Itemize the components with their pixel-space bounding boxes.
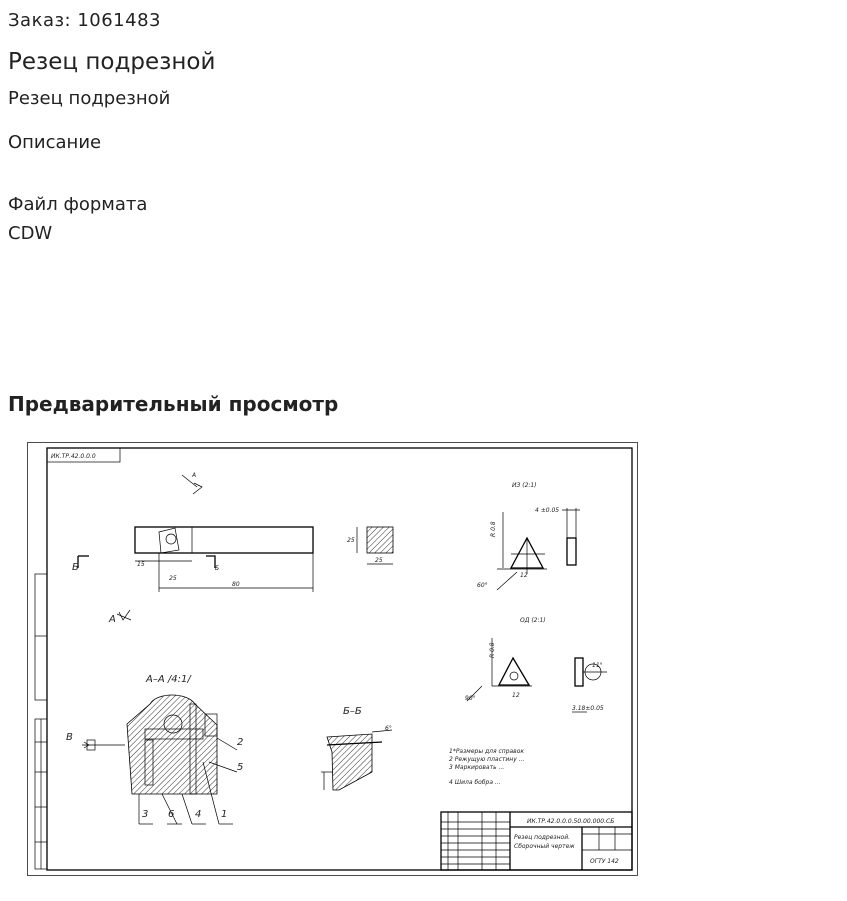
- svg-text:5: 5: [237, 762, 244, 773]
- svg-text:25: 25: [375, 557, 383, 564]
- end-section-square: [347, 527, 393, 564]
- svg-text:3 Маркировать ...: 3 Маркировать ...: [449, 764, 505, 771]
- svg-text:12: 12: [512, 692, 520, 699]
- svg-text:R 0.8: R 0.8: [490, 521, 497, 537]
- svg-text:ОД (2:1): ОД (2:1): [520, 617, 546, 624]
- preview-heading: Предварительный просмотр: [8, 392, 339, 416]
- file-format-label: Файл формата: [8, 194, 148, 215]
- svg-text:6: 6: [168, 809, 175, 820]
- file-format-value: CDW: [8, 223, 53, 244]
- insert-detail-bottom: [465, 617, 607, 712]
- svg-text:Сборочный чертеж: Сборочный чертеж: [514, 843, 575, 850]
- svg-text:3.18±0.05: 3.18±0.05: [572, 705, 604, 712]
- insert-detail-top: [477, 482, 580, 590]
- svg-text:ИК.ТР.42.0.0.0.50.00.000.СБ: ИК.ТР.42.0.0.0.50.00.000.СБ: [527, 818, 615, 825]
- svg-text:В: В: [66, 732, 73, 743]
- svg-text:25: 25: [347, 537, 355, 544]
- svg-text:60°: 60°: [477, 582, 488, 589]
- drawing-preview: [27, 442, 638, 876]
- svg-text:ИК.ТР.42.0.0.0: ИК.ТР.42.0.0.0: [51, 453, 96, 460]
- svg-text:80: 80: [232, 581, 240, 588]
- svg-text:Б: Б: [72, 562, 79, 573]
- order-number: Заказ: 1061483: [8, 10, 161, 31]
- svg-text:3: 3: [142, 809, 149, 820]
- description-label: Описание: [8, 132, 102, 153]
- page-title: Резец подрезной: [8, 49, 216, 75]
- svg-text:1: 1: [221, 809, 228, 820]
- svg-text:R 0.8: R 0.8: [489, 642, 496, 658]
- svg-text:4 Шила бобра ...: 4 Шила бобра ...: [449, 779, 501, 786]
- svg-text:ИЗ (2:1): ИЗ (2:1): [512, 482, 537, 489]
- main-view-holder: [72, 472, 313, 625]
- svg-text:6°: 6°: [385, 725, 392, 732]
- svg-text:А: А: [192, 472, 197, 479]
- svg-text:90°: 90°: [465, 695, 476, 702]
- svg-text:Б: Б: [215, 565, 220, 572]
- title-block: [441, 812, 632, 870]
- svg-text:Резец подрезной.: Резец подрезной.: [514, 834, 571, 841]
- svg-text:4: 4: [195, 809, 202, 820]
- product-name: Резец подрезной: [8, 88, 171, 109]
- svg-text:15: 15: [137, 561, 145, 568]
- technical-notes: [449, 748, 524, 786]
- svg-text:А: А: [109, 614, 116, 625]
- svg-text:25: 25: [169, 575, 177, 582]
- svg-text:1*Размеры для справок: 1*Размеры для справок: [449, 748, 525, 755]
- svg-text:2: 2: [237, 737, 244, 748]
- svg-text:12: 12: [520, 572, 528, 579]
- svg-text:А–А /4:1/: А–А /4:1/: [146, 674, 191, 685]
- svg-text:2 Режущую пластину ...: 2 Режущую пластину ...: [449, 756, 525, 763]
- svg-text:4 ±0.05: 4 ±0.05: [535, 507, 560, 514]
- svg-text:11°: 11°: [592, 662, 603, 669]
- top-code-box: [47, 448, 120, 462]
- section-a-a: [66, 674, 243, 824]
- svg-text:Б–Б: Б–Б: [343, 706, 362, 717]
- left-margin-strip: [35, 574, 47, 869]
- section-b-b: [321, 706, 392, 790]
- svg-text:ОГТУ 142: ОГТУ 142: [590, 858, 619, 865]
